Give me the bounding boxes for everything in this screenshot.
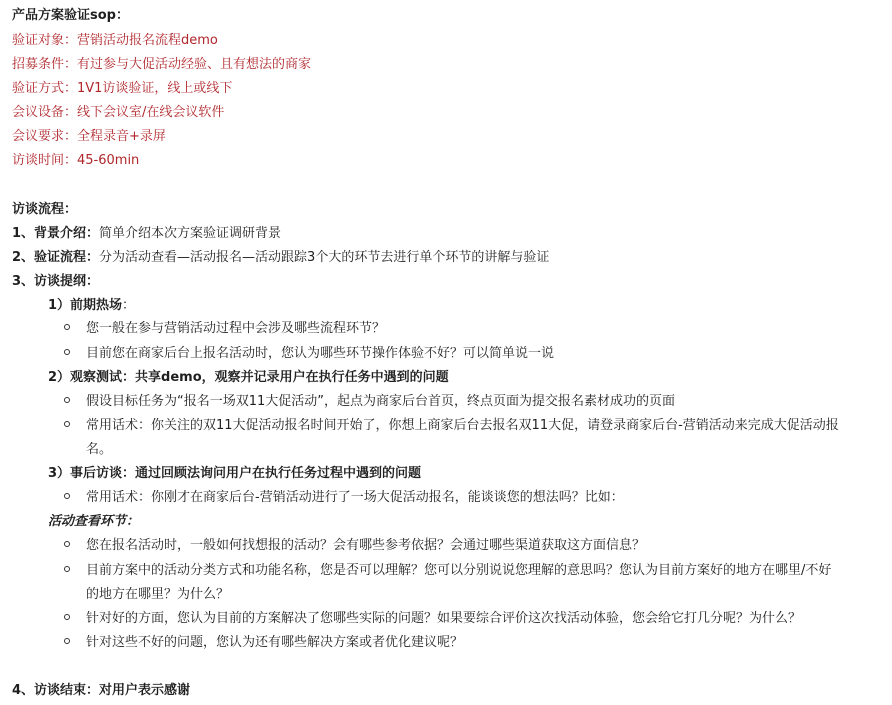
bullet-icon <box>64 541 70 547</box>
step-background-label: 1、背景介绍： <box>12 226 100 241</box>
step-verify-flow <box>12 248 549 268</box>
bullet-icon <box>64 397 70 403</box>
field-meeting-requirement: 会议要求：全程录音+录屏 <box>12 129 166 144</box>
bullet-icon <box>64 493 70 499</box>
step-background-text: 简单介绍本次方案验证调研背景 <box>99 226 282 241</box>
field-interview-duration: 访谈时间：45-60min <box>12 153 140 168</box>
list-item: 常用话术：你刚才在商家后台-营销活动进行了一场大促活动报名，能谈谈您的想法吗？比如： <box>86 490 624 505</box>
doc-title: 产品方案验证sop： <box>12 8 129 23</box>
step-verify-flow-text: 分为活动查看—活动报名—活动跟踪3个大的环节去进行单个环节的讲解与验证 <box>99 250 550 265</box>
sub-warmup-colon: ： <box>122 298 136 313</box>
step-outline-label: 3、访谈提纲： <box>12 274 100 289</box>
list-item: 目前方案中的活动分类方式和功能名称，您是否可以理解？您可以分别说说您理解的意思吗？您认为目前方案好的地方在哪里/不好 <box>86 563 832 578</box>
sub-observation-label: 2）观察测试：共享demo，观察并记录用户在执行任务中遇到的问题 <box>48 370 449 385</box>
list-item: 您一般在参与营销活动过程中会涉及哪些流程环节？ <box>86 321 386 336</box>
list-item-continuation: 的地方在哪里？为什么？ <box>86 587 230 602</box>
step-end: 4、访谈结束：对用户表示感谢 <box>12 683 191 698</box>
bullet-icon <box>64 349 70 355</box>
list-item: 针对好的方面，您认为目前的方案解决了您哪些实际的问题？如果要综合评价这次找活动体验，您会给它打几分呢？为什么？ <box>86 611 802 626</box>
field-recruit-condition: 招募条件：有过参与大促活动经验、且有想法的商家 <box>12 57 312 72</box>
list-item: 假设目标任务为“报名一场双11大促活动”，起点为商家后台首页，终点页面为提交报名素材成功的页面 <box>86 394 676 409</box>
field-meeting-device: 会议设备：线下会议室/在线会议软件 <box>12 105 225 120</box>
field-verify-method: 验证方式：1V1访谈验证，线上或线下 <box>12 81 233 96</box>
bullet-icon <box>64 638 70 644</box>
sub-warmup <box>48 296 135 316</box>
section-activity-view-label: 活动查看环节： <box>48 514 140 529</box>
list-item: 您在报名活动时，一般如何找想报的活动？会有哪些参考依据？会通过哪些渠道获取这方面信息？ <box>86 538 646 553</box>
bullet-icon <box>64 566 70 572</box>
step-verify-flow-label: 2、验证流程： <box>12 250 100 265</box>
list-item: 常用话术：你关注的双11大促活动报名时间开始了，你想上商家后台去报名双11大促，请登录商家后台-营销活动来完成大促活动报 <box>86 418 839 433</box>
bullet-icon <box>64 324 70 330</box>
field-verify-target: 验证对象：营销活动报名流程demo <box>12 33 218 48</box>
flow-title: 访谈流程： <box>12 202 78 217</box>
bullet-icon <box>64 421 70 427</box>
sub-warmup-label: 1）前期热场 <box>48 298 123 313</box>
list-item: 针对这些不好的问题，您认为还有哪些解决方案或者优化建议呢？ <box>86 635 464 650</box>
list-item-continuation: 名。 <box>86 442 113 457</box>
sub-post-interview-label: 3）事后访谈：通过回顾法询问用户在执行任务过程中遇到的问题 <box>48 466 422 481</box>
bullet-icon <box>64 614 70 620</box>
step-background <box>12 224 281 244</box>
list-item: 目前您在商家后台上报名活动时，您认为哪些环节操作体验不好？可以简单说一说 <box>86 346 555 361</box>
